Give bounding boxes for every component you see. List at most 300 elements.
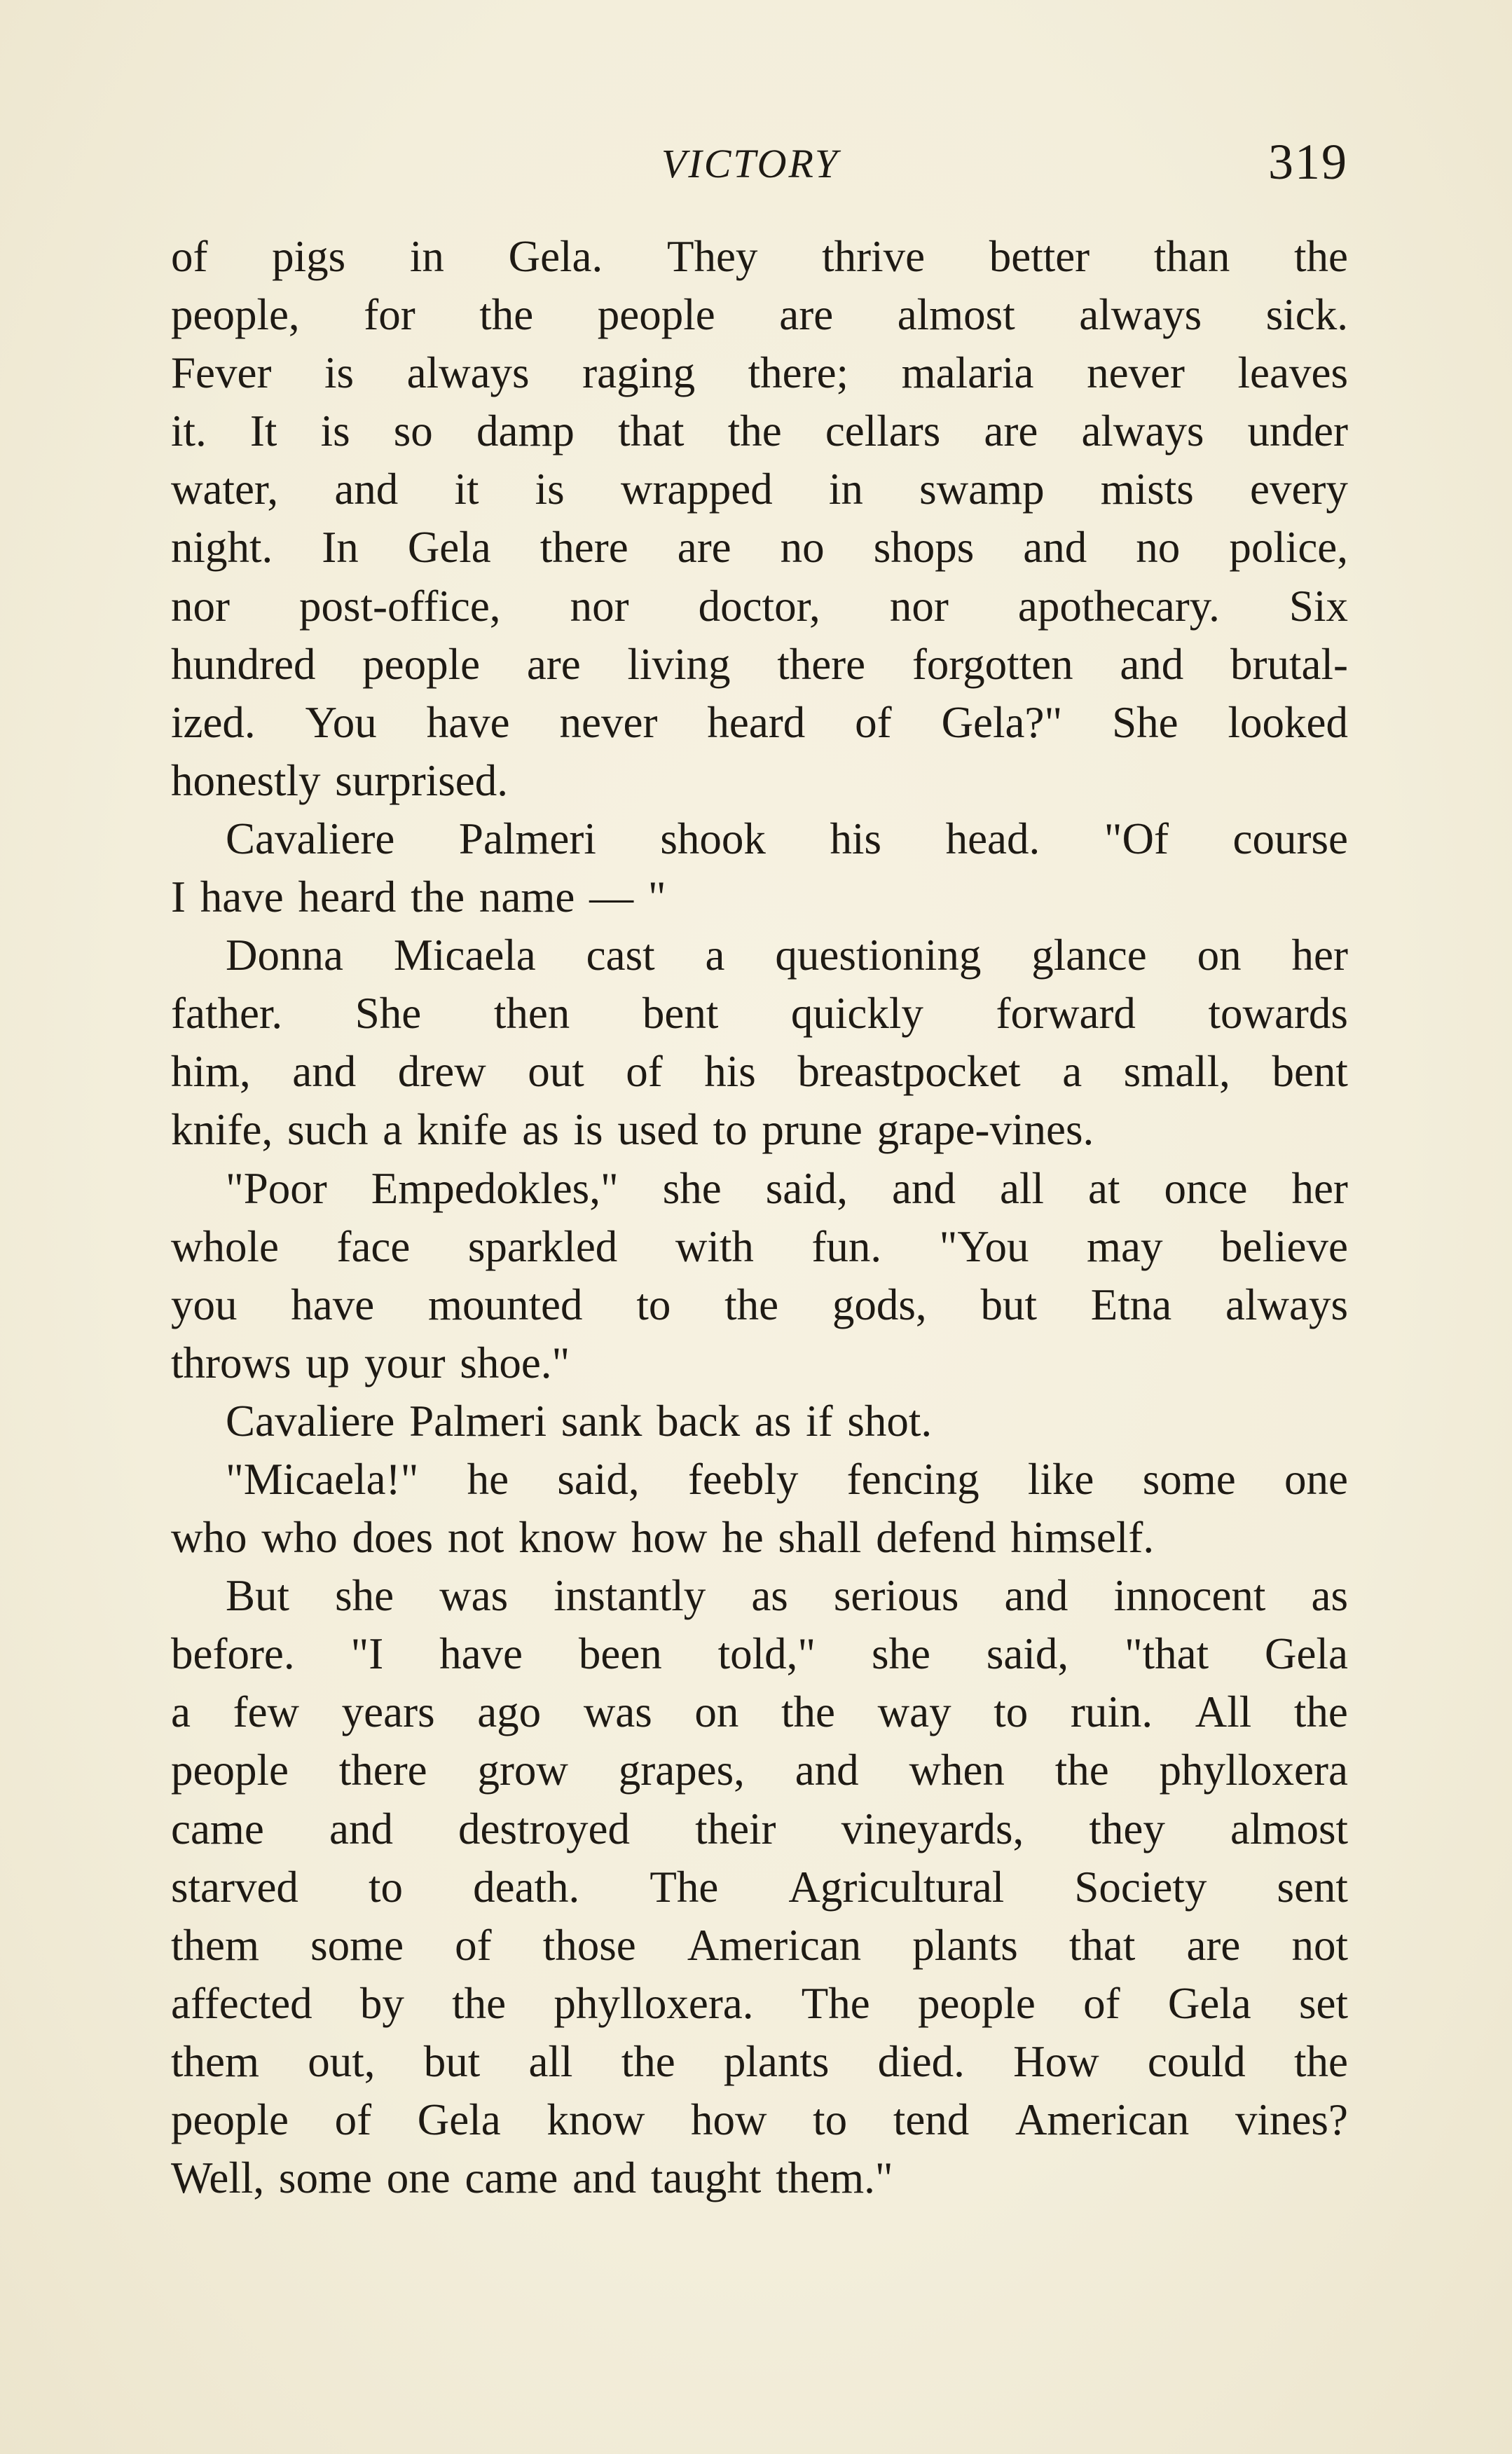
word: Agricultural	[788, 1862, 1005, 1912]
text-line	[171, 577, 1348, 636]
word: could	[1147, 2036, 1246, 2086]
word: heard	[707, 697, 806, 747]
word: the	[724, 1280, 779, 1329]
word: your	[364, 1338, 446, 1387]
word: as	[751, 1571, 788, 1621]
word: Micaela	[393, 931, 536, 980]
word: quickly	[790, 989, 923, 1039]
word: phylloxera.	[554, 1978, 754, 2028]
word: is	[324, 348, 355, 398]
word: the	[452, 1978, 507, 2028]
word: she	[662, 1163, 722, 1213]
word: always	[406, 348, 530, 398]
text-line	[171, 1975, 1348, 2033]
word: the	[1294, 232, 1348, 281]
word: of	[626, 1047, 663, 1097]
word: one	[386, 2153, 451, 2203]
word: vines?	[1235, 2095, 1348, 2144]
word: as	[754, 1396, 792, 1446]
word: died.	[877, 2036, 965, 2086]
word: plants	[912, 1920, 1018, 1970]
word: who	[171, 1513, 247, 1563]
word: small,	[1123, 1047, 1230, 1097]
word: how	[631, 1513, 708, 1563]
text-line	[171, 694, 1348, 752]
word: looked	[1228, 697, 1348, 747]
word: people	[917, 1978, 1036, 2028]
word: sick.	[1265, 290, 1348, 340]
word: have	[291, 1280, 375, 1329]
word: came	[465, 2153, 558, 2203]
word: are	[1186, 1920, 1241, 1970]
word: mists	[1100, 465, 1194, 514]
word: few	[233, 1687, 300, 1737]
word: It	[249, 406, 277, 456]
word: apothecary.	[1017, 581, 1220, 631]
word: came	[171, 1804, 264, 1853]
word: and	[329, 1804, 393, 1853]
running-title: VICTORY	[661, 141, 840, 186]
text-line	[171, 286, 1348, 344]
word: almost	[897, 290, 1015, 340]
text-line	[171, 1917, 1348, 1975]
word: thrive	[822, 232, 926, 281]
word: the	[727, 406, 782, 456]
text-line	[171, 752, 1348, 810]
word: —	[589, 872, 634, 922]
word: malaria	[901, 348, 1034, 398]
word: All	[1195, 1687, 1252, 1737]
word: sent	[1277, 1862, 1348, 1912]
word: always	[1079, 290, 1202, 340]
word: questioning	[775, 931, 982, 980]
word: some	[278, 2153, 372, 2203]
word: not	[1291, 1920, 1348, 1970]
word: people	[597, 290, 715, 340]
word: glance	[1031, 931, 1147, 980]
word: one	[1284, 1454, 1348, 1504]
word: said,	[986, 1629, 1069, 1679]
word: by	[359, 1978, 404, 2028]
word: almost	[1230, 1804, 1348, 1853]
word: gods,	[832, 1280, 927, 1329]
word: sparkled	[467, 1221, 618, 1271]
word: with	[675, 1221, 754, 1271]
text-line	[171, 1800, 1348, 1858]
word: prune	[762, 1105, 862, 1155]
word: living	[627, 639, 731, 689]
text-line	[171, 2149, 1348, 2207]
word: and	[795, 1746, 859, 1795]
word: have	[426, 697, 510, 747]
word: always	[1081, 406, 1204, 456]
word: she	[335, 1571, 394, 1621]
word: to	[813, 2095, 848, 2144]
word: Palmeri	[458, 814, 596, 863]
word: of	[855, 697, 892, 747]
text-line	[171, 519, 1348, 577]
word: never	[559, 697, 658, 747]
word: bent	[1272, 1047, 1348, 1097]
word: ized.	[171, 697, 256, 747]
word: affected	[171, 1978, 312, 2028]
word: told,"	[717, 1629, 816, 1679]
word: doctor,	[698, 581, 820, 631]
word: how	[690, 2095, 767, 2144]
text-line	[171, 1741, 1348, 1800]
word: know	[518, 1513, 617, 1563]
text-line	[171, 1567, 1348, 1625]
word: when	[909, 1746, 1005, 1795]
word: nor	[570, 581, 629, 631]
word: nor	[889, 581, 949, 631]
word: night.	[171, 523, 273, 573]
word: honestly	[171, 755, 321, 805]
word: there;	[748, 348, 849, 398]
word: so	[393, 406, 433, 456]
text-line	[171, 1858, 1348, 1917]
word: throws	[171, 1338, 291, 1387]
word: back	[657, 1396, 741, 1446]
word: taught	[650, 2153, 762, 2203]
word: set	[1299, 1978, 1348, 2028]
word: people	[171, 2095, 289, 2144]
word: shops	[873, 523, 975, 573]
word: the	[411, 872, 465, 922]
word: Gela	[1264, 1629, 1348, 1679]
word: knife,	[171, 1105, 273, 1155]
text-line	[171, 1101, 1348, 1159]
word: them	[171, 1920, 259, 1970]
word: destroyed	[458, 1804, 630, 1853]
word: but	[980, 1280, 1037, 1329]
word: and	[1023, 523, 1087, 573]
word: Gela.	[508, 232, 603, 281]
word: those	[542, 1920, 636, 1970]
word: a	[1062, 1047, 1083, 1097]
text-line	[171, 1509, 1348, 1567]
word: him,	[171, 1047, 251, 1097]
word: a	[171, 1687, 191, 1737]
word: How	[1013, 2036, 1099, 2086]
word: brutal-	[1230, 639, 1348, 689]
word: instantly	[554, 1571, 706, 1621]
word: Society	[1074, 1862, 1207, 1912]
word: it.	[171, 406, 207, 456]
word: American	[1015, 2095, 1190, 2144]
word: them	[171, 2036, 259, 2086]
word: Etna	[1090, 1280, 1172, 1329]
word: "You	[939, 1221, 1029, 1271]
word: in	[409, 232, 444, 281]
text-line	[171, 926, 1348, 985]
word: some	[310, 1920, 404, 1970]
word: vineyards,	[841, 1804, 1024, 1853]
word: drew	[397, 1047, 486, 1097]
word: the	[1293, 1687, 1348, 1737]
word: Cavaliere	[226, 814, 395, 863]
word: than	[1153, 232, 1230, 281]
word: does	[352, 1513, 434, 1563]
word: and	[1004, 1571, 1068, 1621]
word: such	[287, 1105, 369, 1155]
word: shoe."	[460, 1338, 570, 1387]
word: But	[226, 1571, 290, 1621]
word: phylloxera	[1159, 1746, 1348, 1795]
word: Gela?"	[941, 697, 1063, 747]
word: for	[364, 290, 415, 340]
word: wrapped	[620, 465, 773, 514]
word: them."	[776, 2153, 893, 2203]
word: innocent	[1113, 1571, 1266, 1621]
word: death.	[473, 1862, 580, 1912]
word: the	[1294, 2036, 1348, 2086]
word: American	[687, 1920, 862, 1970]
word: all	[999, 1163, 1044, 1213]
word: ruin.	[1070, 1687, 1153, 1737]
word: name	[479, 872, 575, 922]
word: The	[801, 1978, 870, 2028]
word: mounted	[428, 1280, 583, 1329]
word: you	[171, 1280, 238, 1329]
word: towards	[1208, 989, 1348, 1039]
word: was	[439, 1571, 509, 1621]
word: that	[1068, 1920, 1136, 1970]
body-text	[171, 228, 1348, 2207]
word: "I	[350, 1629, 384, 1679]
word: all	[528, 2036, 573, 2086]
word: and	[334, 465, 399, 514]
word: In	[322, 523, 359, 573]
running-head	[171, 133, 1348, 203]
text-line	[171, 1451, 1348, 1509]
word: surprised.	[335, 755, 508, 805]
word: forgotten	[912, 639, 1073, 689]
word: been	[578, 1629, 662, 1679]
word: defend	[876, 1513, 996, 1563]
word: have	[439, 1629, 523, 1679]
text-line	[171, 1625, 1348, 1683]
word: cellars	[825, 406, 941, 456]
word: the	[621, 2036, 675, 2086]
word: and	[292, 1047, 357, 1097]
text-line	[171, 1043, 1348, 1101]
word: "	[647, 872, 666, 922]
word: there	[539, 523, 628, 573]
word: as	[522, 1105, 559, 1155]
word: up	[305, 1338, 350, 1387]
word: Empedokles,"	[371, 1163, 619, 1213]
word: believe	[1221, 1221, 1348, 1271]
word: a	[705, 931, 725, 980]
word: are	[526, 639, 581, 689]
text-line	[171, 1392, 1348, 1451]
word: her	[1291, 1163, 1348, 1213]
word: are	[984, 406, 1038, 456]
word: nor	[171, 581, 230, 631]
word: years	[341, 1687, 435, 1737]
word: fencing	[846, 1454, 980, 1504]
text-line	[171, 1683, 1348, 1741]
word: to	[713, 1105, 748, 1155]
word: of	[334, 2095, 372, 2144]
word: and	[1120, 639, 1184, 689]
word: course	[1232, 814, 1348, 863]
word: no	[1136, 523, 1181, 573]
text-line	[171, 460, 1348, 519]
word: there	[777, 639, 866, 689]
word: Gela	[417, 2095, 501, 2144]
word: hundred	[171, 639, 316, 689]
word: every	[1249, 465, 1348, 514]
word: heard	[298, 872, 397, 922]
text-line	[171, 2033, 1348, 2091]
word: like	[1027, 1454, 1094, 1504]
word: police,	[1229, 523, 1348, 573]
text-line	[171, 1160, 1348, 1218]
word: "Of	[1104, 814, 1169, 863]
text-line	[171, 810, 1348, 868]
word: may	[1087, 1221, 1163, 1271]
word: Gela	[1167, 1978, 1251, 2028]
word: of	[455, 1920, 492, 1970]
word: people	[171, 1746, 289, 1795]
text-line	[171, 636, 1348, 694]
word: and	[891, 1163, 956, 1213]
word: starved	[171, 1862, 298, 1912]
word: I	[171, 872, 186, 922]
word: post-office,	[299, 581, 501, 631]
page-number: 319	[1268, 134, 1348, 190]
word: and	[572, 2153, 637, 2203]
word: damp	[476, 406, 575, 456]
word: father.	[171, 989, 283, 1039]
word: whole	[171, 1221, 279, 1271]
word: plants	[723, 2036, 830, 2086]
word: are	[779, 290, 834, 340]
word: bent	[642, 989, 719, 1039]
word: shot.	[847, 1396, 933, 1446]
word: "Poor	[226, 1163, 327, 1213]
word: then	[493, 989, 570, 1039]
word: her	[1291, 931, 1348, 980]
word: knife	[417, 1105, 508, 1155]
text-line	[171, 1334, 1348, 1392]
word: leaves	[1237, 348, 1348, 398]
word: if	[806, 1396, 833, 1446]
word: the	[1054, 1746, 1109, 1795]
word: but	[423, 2036, 481, 2086]
word: there	[338, 1746, 427, 1795]
word: used	[617, 1105, 699, 1155]
word: not	[447, 1513, 504, 1563]
word: The	[650, 1862, 719, 1912]
text-line	[171, 228, 1348, 286]
word: You	[305, 697, 377, 747]
word: on	[1197, 931, 1242, 980]
word: the	[479, 290, 534, 340]
word: under	[1247, 406, 1348, 456]
word: breastpocket	[797, 1047, 1021, 1097]
word: cast	[586, 931, 655, 980]
word: shook	[660, 814, 766, 863]
word: no	[780, 523, 825, 573]
word: said,	[557, 1454, 640, 1504]
word: swamp	[919, 465, 1045, 514]
word: he	[722, 1513, 764, 1563]
word: She	[1112, 697, 1178, 747]
word: grow	[477, 1746, 568, 1795]
word: raging	[582, 348, 696, 398]
text-line	[171, 344, 1348, 402]
word: of	[171, 232, 208, 281]
word: he	[467, 1454, 509, 1504]
word: to	[994, 1687, 1029, 1737]
word: the	[781, 1687, 836, 1737]
word: people,	[171, 290, 300, 340]
word: it	[454, 465, 479, 514]
word: was	[583, 1687, 652, 1737]
word: out	[528, 1047, 584, 1097]
word: shall	[778, 1513, 862, 1563]
word: never	[1087, 348, 1185, 398]
text-line	[171, 402, 1348, 460]
word: himself.	[1010, 1513, 1155, 1563]
text-line	[171, 2091, 1348, 2149]
word: feebly	[687, 1454, 799, 1504]
text-line	[171, 868, 1348, 926]
word: Palmeri	[409, 1396, 547, 1446]
word: "Micaela!"	[226, 1454, 419, 1504]
word: always	[1225, 1280, 1348, 1329]
word: said,	[765, 1163, 848, 1213]
word: she	[872, 1629, 930, 1679]
word: tend	[893, 2095, 970, 2144]
text-line	[171, 1276, 1348, 1334]
text-line	[171, 985, 1348, 1043]
word: a	[383, 1105, 403, 1155]
word: water,	[171, 465, 279, 514]
word: "that	[1124, 1629, 1209, 1679]
word: head.	[945, 814, 1040, 863]
word: out,	[308, 2036, 376, 2086]
word: better	[989, 232, 1090, 281]
word: people	[362, 639, 481, 689]
word: grapes,	[618, 1746, 745, 1795]
word: they	[1089, 1804, 1165, 1853]
word: serious	[833, 1571, 959, 1621]
word: is	[320, 406, 350, 456]
word: some	[1142, 1454, 1236, 1504]
word: his	[830, 814, 882, 863]
word: who	[261, 1513, 338, 1563]
word: way	[877, 1687, 951, 1737]
word: fun.	[811, 1221, 882, 1271]
word: to	[369, 1862, 404, 1912]
word: Donna	[226, 931, 343, 980]
word: Well,	[171, 2153, 265, 2203]
word: in	[828, 465, 863, 514]
word: as	[1311, 1571, 1348, 1621]
word: before.	[171, 1629, 295, 1679]
word: Fever	[171, 348, 272, 398]
word: They	[666, 232, 758, 281]
word: face	[336, 1221, 411, 1271]
word: on	[694, 1687, 739, 1737]
word: are	[677, 523, 731, 573]
text-line	[171, 1218, 1348, 1276]
word: their	[695, 1804, 776, 1853]
